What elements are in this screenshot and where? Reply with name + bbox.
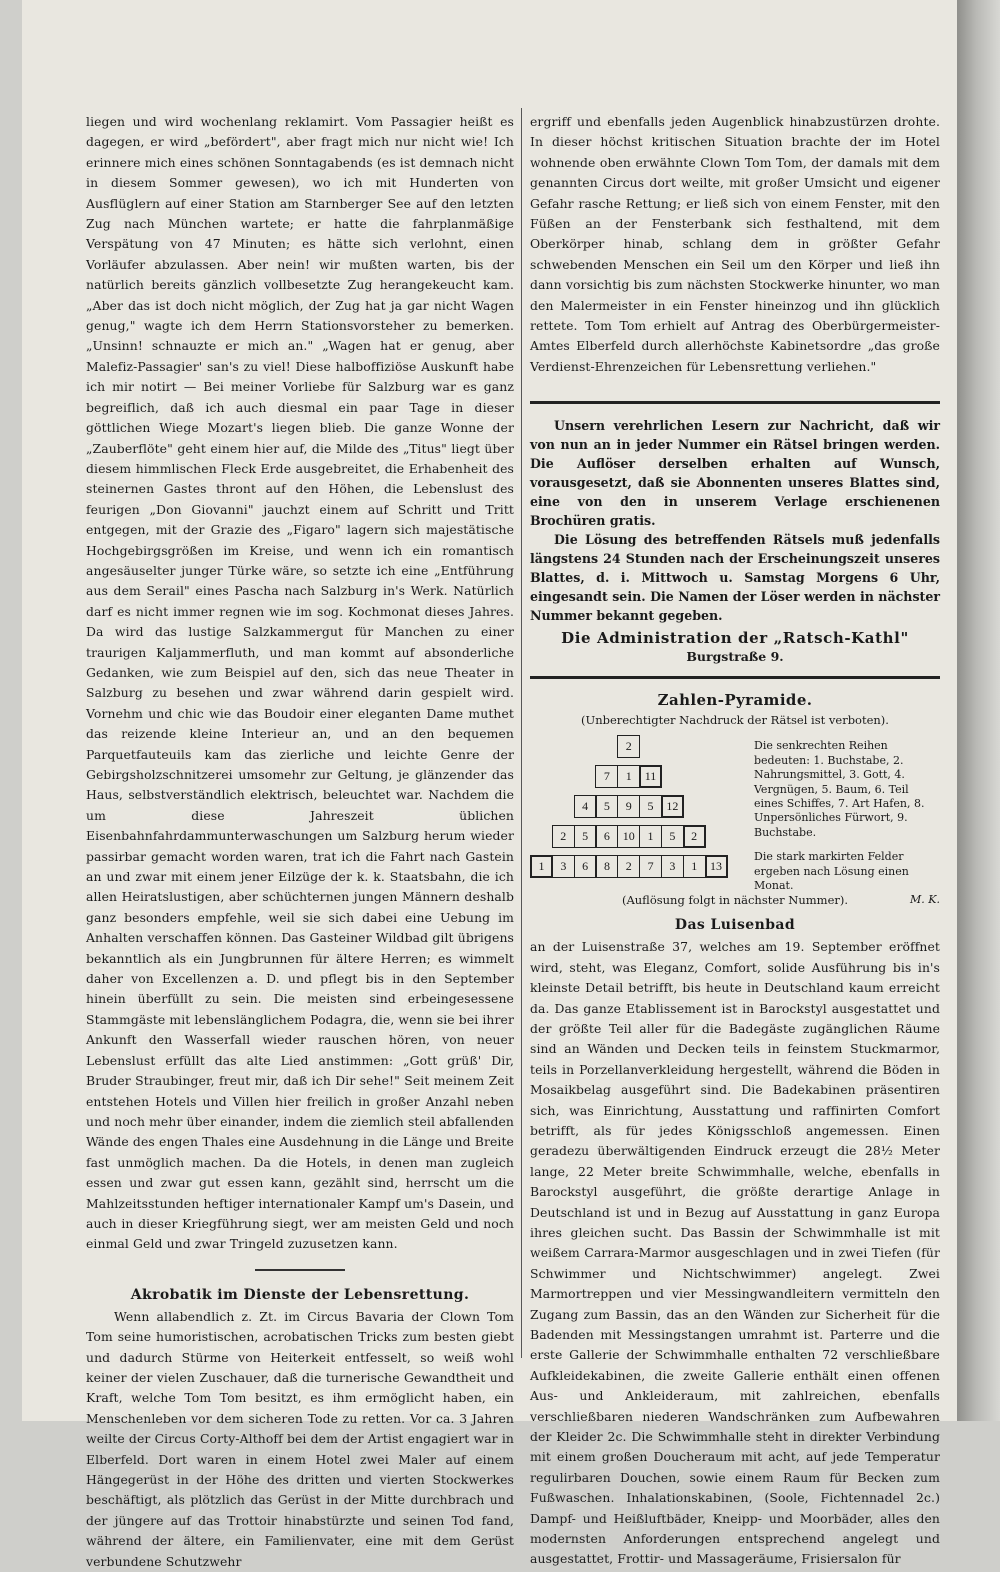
pyramid-cell: 7 [595, 765, 618, 788]
pyramid-cell: 4 [574, 795, 597, 818]
scan-edge-shadow [957, 0, 1000, 1421]
right-column [530, 112, 940, 1570]
pyramid-cell: 8 [595, 855, 618, 878]
pyramid-row [617, 735, 639, 758]
pyramid-cell: 13 [705, 855, 728, 878]
pyramid-cell: 2 [617, 855, 640, 878]
salzburg-travel-text: liegen und wird wochenlang reklamirt. Vom Passagier heißt es dagegen, er wird „befördert", aber fragt mich nur nicht wie! Ich erinnere mich eines schönen Sonntagabends (es ist demnach nicht in diesem Sommer gewesen), wo ich mit Hunderten von Ausflüglern auf einer Station am Starnberger See auf den letzten Zug nach München wartete; er hatte die fahrplanmäßige Verspätung von 47 Minuten; es hätte sich verlohnt, einen Vorläufer abzulassen. Aber nein! wir mußten warten, bis der natürlich bereits gänzlich vollbesetzte Zug herangekeucht kam. „Aber das ist doch nicht möglich, der Zug hat ja gar nicht Wagen genug," wagte ich dem Herrn Stationsvorsteher zu bemerken. „Unsinn! schnauzte er mich an." „Wagen hat er genug, aber Malefiz-Passagier' san's zu viel! Diese halboffiziöse Auskunft habe ich mir notirt — Bei meiner Vorliebe für Salzburg war es ganz begreiflich, daß ich auch diesmal ein paar Tage in dieser göttlichen Wiege Mozart's liegen blieb. Die ganze Wonne der „Zauberflöte" geht einem hier auf, die Milde des „Titus" liegt über diesem himmlischen Fleck Erde ausgebreitet, die Erhabenheit des steinernen Gastes thront auf den Höhen, die Lebenslust des feurigen „Don Giovanni" jauchzt einem auf Schritt und Tritt entgegen, mit der Grazie des „Figaro" lagern sich majestätische Hochgebirgsgrößen im Kreise, und wenn ich ein romantisch angesäuselter junger Türke wäre, so setzte ich eine „Entführung aus dem Serail" eines Pascha nach Salzburg in's Werk. Natürlich darf es nicht immer regnen wie im sog. Kochmonat dieses Jahres. Da wird das lustige Salzkammergut für Manchen zu einer traurigen Kaljammerfluth, und man kommt auf absonderliche Gedanken, wie zum Beispiel auf den, sich das neue Theater in Salzburg zu besehen und zwar während darin gespielt wird. Vornehm und chic wie das Boudoir einer eleganten Dame muthet das reizende kleine Interieur an, und an den bequemen Parquetfauteuils kam das zierliche und leichte Genre der Gebirgsholzschnitzerei umsomehr zur Geltung, je glänzender das Haus, selbstverständlich elektrisch, beleuchtet war. Nachdem die um diese Jahreszeit üblichen Eisenbahnfahrdammunterwaschungen um Salzburg herum wieder passirbar gemacht worden waren, trat ich die Fahrt nach Gastein an und zwar mit einem jener Eilzüge der k. k. Staatsbahn, die ich allen Heiratslustigen, aber schüchternen jungen Männern deshalb ganz besonders empfehle, weil sie sich dabei eine Uebung im Anhalten verschaffen können. Das Gasteiner Wildbad gilt übrigens bekanntlich als ein Jungbrunnen für ältere Herren; es wimmelt daher von Excellenzen a. D. und pflegt bis in den September hinein überfüllt zu sein. Die meisten sind erbeingesessene Stammgäste mit lebenslänglichem Podagra, die, wenn sie bei ihrer Ankunft den Wasserfall wieder rauschen hören, von neuer Lebenslust erfüllt das alte Lied anstimmen: „Gott grüß' Dir, Bruder Straubinger, freut mir, daß ich Dir sehe!" Seit meinem Zeit entstehen Hotels und Villen hier freilich in großer Anzahl neben und noch mehr über einander, indem die ziemlich steil abfallenden Wände des engen Thales eine Ausdehnung in die Länge und Breite fast unmöglich machen. Da die Hotels, in denen man zugleich essen und zwar gut essen kann, gezählt sind, herrscht um die Mahlzeitsstunden heftiger internationaler Kampf um's Dasein, und auch in dieser Kriegführung siegt, wer am meisten Geld und noch einmal Geld und zwar Tringeld zuzusetzen kann. [86, 114, 514, 1252]
pyramid-cell: 3 [661, 855, 684, 878]
solution-note: (Auflösung folgt in nächster Nummer). [621, 893, 849, 908]
pyramid-cell: 2 [617, 735, 640, 758]
pyramid-cell: 6 [574, 855, 597, 878]
pyramid-cell: 7 [639, 855, 662, 878]
acrobatics-text-continued: ergriff und ebenfalls jeden Augenblick hinabzustürzen drohte. In dieser höchst kritischen Situation brachte der im Hotel wohnende oben erwähnte Clown Tom Tom, der damals mit dem genannten Circus dort weilte, mit großer Umsicht und eigener Gefahr rasche Rettung; er ließ sich von einem Fenster, mit den Füßen an der Fensterbank sich festhaltend, mit dem Oberkörper hinab, schlang dem in größter Gefahr schwebenden Menschen ein Seil um den Körper und ließ ihn dann vorsichtig bis zum nächsten Stockwerke hinunter, wo man den Malermeister in ein Fenster hineinzog und ihn glücklich rettete. Tom Tom erhielt auf Antrag des Oberbürgermeister-Amtes Elberfeld durch allerhöchste Kabinetsordre „das große Verdienst-Ehrenzeichen für Lebensrettung verliehen." [530, 114, 940, 374]
pyramid-cell: 1 [617, 765, 640, 788]
reader-notice: Unsern verehrlichen Lesern zur Nachricht, daß wir von nun an in jeder Nummer ein Rätsel bringen werden. Die Auflöser derselben erhalten auf Wunsch, vorausgesetzt, daß sie Abonnenten unseres Blattes sind, eine von den in unserem Verlage erschienenen Brochüren gratis. [530, 418, 940, 529]
pyramid-row [552, 825, 705, 848]
pyramid-cell: 2 [552, 825, 575, 848]
pyramid-cell: 11 [639, 765, 662, 788]
pyramid-cell: 9 [617, 795, 640, 818]
pyramid-cell: 1 [639, 825, 662, 848]
pyramid-cell: 6 [595, 825, 618, 848]
pyramid-cell: 1 [683, 855, 706, 878]
puzzle-marked-fields-note: Die stark markirten Felder ergeben nach Lösung einen Monat. [754, 850, 909, 892]
section-separator [255, 1269, 345, 1271]
solution-deadline-notice: Die Lösung des betreffenden Rätsels muß jedenfalls längstens 24 Stunden nach der Erscheinungszeit unseres Blattes, d. i. Mittwoch u. Samstag Morgens 6 Uhr, eingesandt sein. Die Namen der Löser werden in nächster Nummer bekannt gegeben. [530, 532, 940, 624]
pyramid-row [574, 795, 683, 818]
administration-address: Burgstraße 9. [686, 649, 784, 665]
number-pyramid [530, 735, 766, 883]
pyramid-cell: 3 [552, 855, 575, 878]
pyramid-row [595, 765, 660, 788]
acrobatics-heading: Akrobatik im Dienste der Lebensrettung. [130, 1286, 470, 1303]
column-divider [521, 108, 522, 1358]
pyramid-cell: 5 [574, 825, 597, 848]
pyramid-cell: 2 [683, 825, 706, 848]
notice-rule-bottom [530, 676, 940, 679]
left-column [86, 112, 514, 1572]
puzzle-author-signature: M. K. [910, 893, 940, 907]
luisenbad-text: an der Luisenstraße 37, welches am 19. September eröffnet wird, steht, was Eleganz, Comfort, solide Ausführung bis in's kleinste Detail betrifft, bis heute in Deutschland kaum erreicht da. Das ganze Etablissement ist in Barockstyl ausgestattet und der größte Teil aller für die Badegäste zugänglichen Räume sind an Wänden und Decken teils in feinstem Stuckmarmor, teils in Porzellanverkleidung hergestellt, während die Böden in Mosaikbelag ausgeführt sind. Die Badekabinen präsentiren sich, was Einrichtung, Ausstattung und raffinirten Comfort betrifft, als für jedes Königsschloß angemessen. Einen geradezu überwältigenden Eindruck erzeugt die 28½ Meter lange, 22 Meter breite Schwimmhalle, welche, ebenfalls in Barockstyl ausgeführt, die größte derartige Anlage in Deutschland ist und in Bezug auf Ausstattung in ganz Europa ihres gleichen sucht. Das Bassin der Schwimmhalle ist mit weißem Carrara-Marmor ausgeschlagen und in zwei Tiefen (für Schwimmer und Nichtschwimmer) angelegt. Zwei Marmortreppen und vier Messingwandleitern vermitteln den Zugang zum Bassin, das an den Wänden zur Sicherheit für die Badenden mit Messingstangen umrahmt ist. Parterre und die erste Gallerie der Schwimmhalle enthalten 72 verschließbare Aufkleidekabinen, die zweite Gallerie enthält einen offenen Aus- und Ankleideraum, mit zahlreichen, ebenfalls verschließbaren niederen Wandschränken zum Aufbewahren der Kleider 2c. Die Schwimmhalle steht in direkter Verbindung mit einem großen Doucheraum mit acht, auf jede Temperatur regulirbaren Douchen, sowie einem Raum für Becken zum Fußwaschen. Inhalationskabinen, (Soole, Fichtennadel 2c.) Dampf- und Heißluftbäder, Kneipp- und Moorbäder, alles den modernsten Anforderungen entsprechend angelegt und ausgestattet, Frottir- und Massageräume, Frisiersalon für [530, 939, 940, 1567]
puzzle-title: Zahlen-Pyramide. [657, 691, 813, 710]
luisenbad-heading: Das Luisenbad [674, 917, 796, 934]
acrobatics-text: Wenn allabendlich z. Zt. im Circus Bavaria der Clown Tom Tom seine humoristischen, acrobatischen Tricks zum besten giebt und dadurch Stürme von Heiterkeit entfesselt, so weiß wohl keiner der vielen Zuschauer, daß die turnerische Gewandtheit und Kraft, welche Tom Tom besitzt, es ihm ermöglicht haben, ein Menschenleben vor dem sicheren Tode zu retten. Vor ca. 3 Jahren weilte der Circus Corty-Althoff bei dem der Artist engagiert war in Elberfeld. Dort waren in einem Hotel zwei Maler auf einem Hängegerüst in der Höhe des dritten und vierten Stockwerkes beschäftigt, als plötzlich das Gerüst in der Mitte durchbrach und der jüngere auf das Trottoir hinabstürzte und seinen Tod fand, während der ältere, ein Familienvater, eine mit dem Gerüst verbundene Schutzwehr [86, 1308, 514, 1569]
administration-signature: Die Administration der „Ratsch-Kathl" [561, 629, 909, 648]
pyramid-cell: 5 [661, 825, 684, 848]
pyramid-cell: 5 [639, 795, 662, 818]
pyramid-row [530, 855, 726, 878]
pyramid-cell: 1 [530, 855, 553, 878]
pyramid-cell: 10 [617, 825, 640, 848]
notice-rule-top [530, 401, 940, 404]
pyramid-cell: 5 [595, 795, 618, 818]
puzzle-clues: Die senkrechten Reihen bedeuten: 1. Buchstabe, 2. Nahrungsmittel, 3. Gott, 4. Vergnügen, 5. Baum, 6. Teil eines Schiffes, 7. Art Hafen, 8. Unpersönliches Fürwort, 9. Buchstabe. [754, 739, 925, 839]
puzzle-subtitle: (Unberechtigter Nachdruck der Rätsel ist verboten). [581, 713, 889, 728]
pyramid-cell: 12 [661, 795, 684, 818]
puzzle-legend [754, 739, 940, 907]
